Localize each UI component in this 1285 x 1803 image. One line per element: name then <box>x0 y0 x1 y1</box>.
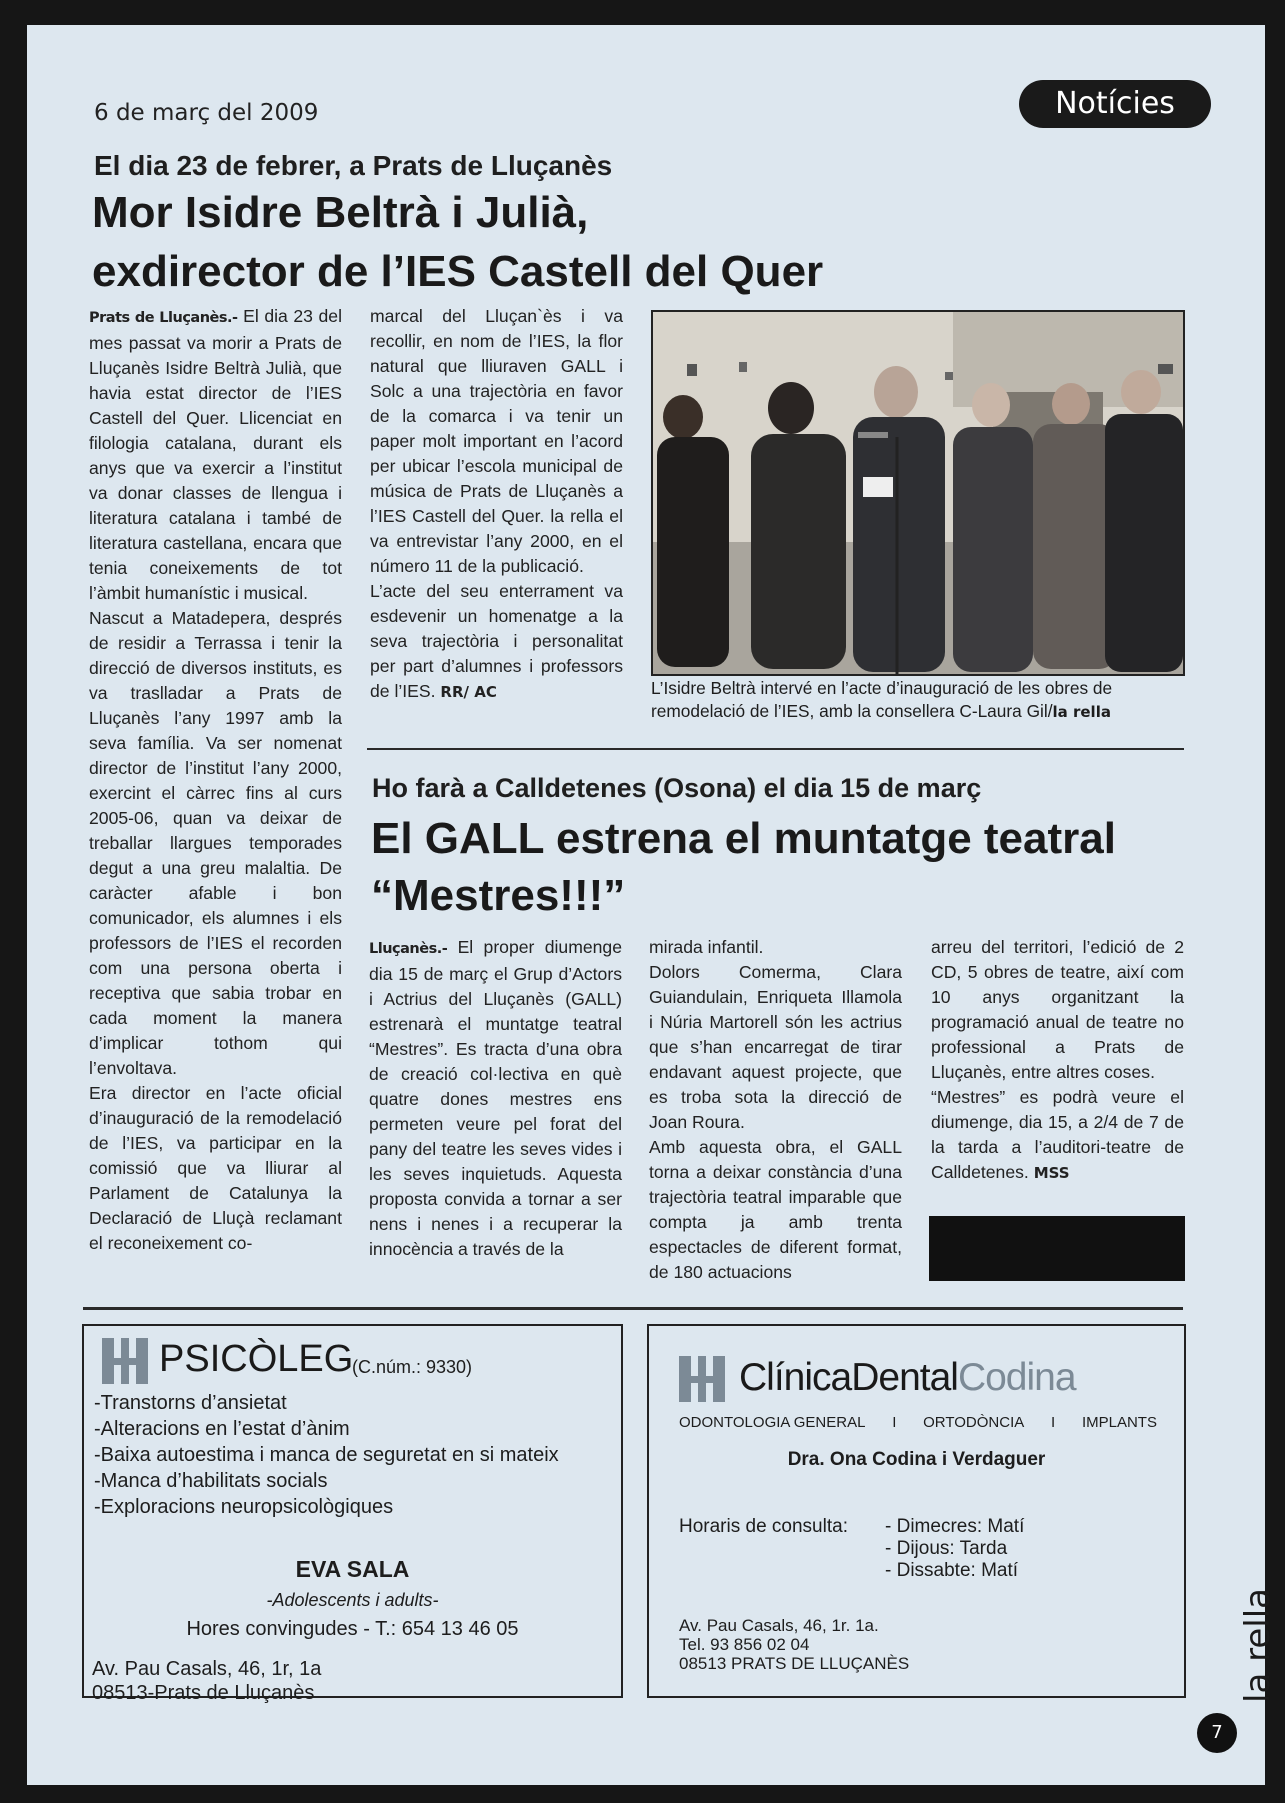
clinic-services: ODONTOLOGIA GENERAL I ORTODÒNCIA I IMPLANTS <box>679 1414 1157 1431</box>
service-item: -Baixa autoestima i manca de seguretat en si mateix <box>94 1444 559 1466</box>
ads-divider <box>83 1307 1183 1310</box>
psychologist-hours: Hores convingudes - T.: 654 13 46 05 <box>186 1618 519 1640</box>
article1-kicker: El dia 23 de febrer, a Prats de Lluçanès <box>94 150 613 181</box>
article1-paragraph: L’acte del seu enterrament va esdevenir un homenatge a la seva trajectòria i personalitat per part d’alumnes i professors de l’IES. <box>370 581 623 701</box>
psychologist-logo-icon <box>102 1338 148 1384</box>
article2-paragraph: El proper diumenge dia 15 de març el Grup d’Actors i Actrius del Lluçanès (GALL) estrenarà el muntatge teatral “Mestres”. Es tracta d’una obra de creació col·lectiva en què quatre dones mestres ens permeten veure pel forat del pany del teatre les seves vides i les seves inquietuds. Aquesta proposta convida a tornar a ser nens i nenes i a recuperar la innocència a través de la <box>369 937 622 1259</box>
publication-name: la rella <box>1238 1588 1278 1703</box>
article1-column1 <box>89 304 342 1256</box>
psychologist-ad <box>82 1324 623 1704</box>
article1-paragraph: Nascut a Matadepera, després de residir a Terrassa i tenir la direcció de diversos instituts, es va traslladar a Prats de Lluçanès l’any 1997 amb la seva família. Va ser nomenat director de l’institut l’any 2000, exercint el càrrec fins al curs 2005-06, quan va deixar de treballar llargues temporades degut a una greu malaltia. De caràcter afable i bon comunicador, els alumnes i els professors de l’IES el recorden com una persona oberta i receptiva que sabia trobar en cada moment la manera d’implicar tothom qui l’envoltava. <box>89 608 342 1078</box>
clinic-phone: Tel. 93 856 02 04 <box>679 1635 810 1654</box>
clinic-logo-icon <box>679 1356 725 1402</box>
clinic-hours <box>885 1516 1024 1582</box>
article1-title-line1: Mor Isidre Beltrà i Julià, <box>92 188 589 237</box>
article2-dateline: Lluçanès.- <box>369 941 448 957</box>
article2-column1 <box>369 935 622 1262</box>
article1-column2 <box>370 304 623 705</box>
article2-signature: MSS <box>1033 1164 1070 1182</box>
photo-caption: L’Isidre Beltrà intervé en l’acte d’inauguració de les obres de remodelació de l’IES, amb la consellera C-Laura Gil/la rella <box>651 678 1113 721</box>
article2-paragraph: mirada infantil. <box>649 937 764 957</box>
service-item: -Alteracions en l’estat d’ànim <box>94 1418 350 1440</box>
clinic-doctor: Dra. Ona Codina i Verdaguer <box>787 1449 1046 1470</box>
clinic-hours-item: - Dimecres: Matí <box>885 1516 1025 1537</box>
service-item: -Manca d’habilitats socials <box>94 1470 328 1492</box>
newspaper-page <box>27 25 1278 1785</box>
clinic-name: ClínicaDentalCodina <box>739 1356 1076 1399</box>
article2-title-line2: “Mestres!!!” <box>371 871 626 920</box>
article2-kicker: Ho farà a Calldetenes (Osona) el dia 15 de març <box>372 773 982 803</box>
clinic-hours-item: - Dijous: Tarda <box>885 1538 1008 1559</box>
article2-title-line1: El GALL estrena el muntatge teatral <box>371 814 1116 863</box>
clinic-hours-item: - Dissabte: Matí <box>885 1560 1019 1581</box>
redacted-block <box>929 1216 1185 1281</box>
psychologist-name: EVA SALA <box>295 1556 410 1582</box>
article2-paragraph: Dolors Comerma, Clara Guiandulain, Enriqueta Illamola i Núria Martorell són les actrius que s’han encarregat de tirar endavant aquest projecte, que es troba sota la direcció de Joan Roura. <box>649 962 902 1132</box>
clinic-address-line2: 08513 PRATS DE LLUÇANÈS <box>679 1654 910 1673</box>
dental-clinic-ad <box>647 1324 1186 1698</box>
article1-dateline: Prats de Lluçanès.- <box>89 310 238 326</box>
clinic-address-line1: Av. Pau Casals, 46, 1r. 1a. <box>679 1616 879 1635</box>
article1-paragraph: Era director en l’acte oficial d’inauguració de la remodelació de l’IES, va participar en la comissió que va lliurar al Parlament de Catalunya la Declaració de Lluçà reclamant el reconeixement co- <box>89 1083 342 1253</box>
psychologist-title: PSICÒLEG <box>159 1338 354 1380</box>
photo-credit: la rella <box>1052 703 1111 721</box>
article1-paragraph: marcal del Lluçan`ès i va recollir, en nom de l’IES, la flor natural que lliuraven GALL i Solc a una trajectòria en favor de la comarca i va tenir un paper molt important en l’acord per ubicar l’escola municipal de música de Prats de Lluçanès a l’IES Castell del Quer. la rella el va entrevistar l’any 2000, en el número 11 de la publicació. <box>370 306 623 576</box>
service-item: -Exploracions neuropsicològiques <box>94 1496 394 1518</box>
psychologist-audience: -Adolescents i adults- <box>266 1590 439 1610</box>
article1-signature: RR/ AC <box>440 683 497 701</box>
section-divider <box>367 748 1184 750</box>
psychologist-address-line2: 08513-Prats de Lluçanès <box>92 1682 315 1704</box>
service-item: -Transtorns d’ansietat <box>94 1392 287 1414</box>
article2-paragraph: “Mestres” es podrà veure el diumenge, dia 15, a 2/4 de 7 de la tarda a l’auditori-teatre de Calldetenes. <box>931 1087 1184 1182</box>
psychologist-services <box>94 1390 559 1520</box>
article1-photo <box>651 310 1185 676</box>
section-badge: Notícies <box>1019 80 1211 128</box>
clinic-contact <box>679 1616 909 1673</box>
article2-paragraph: arreu del territori, l’edició de 2 CD, 5 obres de teatre, així com 10 anys organitzant la programació anual de teatre no professional a Prats de Lluçanès, entre altres coses. <box>931 937 1184 1082</box>
article2-column2 <box>649 935 902 1285</box>
clinic-hours-label: Horaris de consulta: <box>679 1516 848 1537</box>
article1-paragraph: El dia 23 del mes passat va morir a Prats de Lluçanès Isidre Beltrà Julià, que havia estat director de l’IES Castell del Quer. Llicenciat en filologia catalana, durant els anys que va exercir a l’institut va donar classes de llengua i literatura catalana i també de literatura castellana, encara que tenia coneixements de tot l’àmbit humanístic i musical. <box>89 306 342 603</box>
article2-column3 <box>931 935 1184 1186</box>
issue-date: 6 de març del 2009 <box>94 100 319 126</box>
article1-title-line2: exdirector de l’IES Castell del Quer <box>92 247 824 296</box>
psychologist-address-line1: Av. Pau Casals, 46, 1r, 1a <box>92 1658 322 1680</box>
page-number: 7 <box>1197 1713 1237 1753</box>
psychologist-license: (C.núm.: 9330) <box>352 1357 473 1377</box>
article2-paragraph: Amb aquesta obra, el GALL torna a deixar constància d’una trajectòria teatral imparable que compta ja amb trenta espectacles de diferent format, de 180 actuacions <box>649 1137 902 1282</box>
